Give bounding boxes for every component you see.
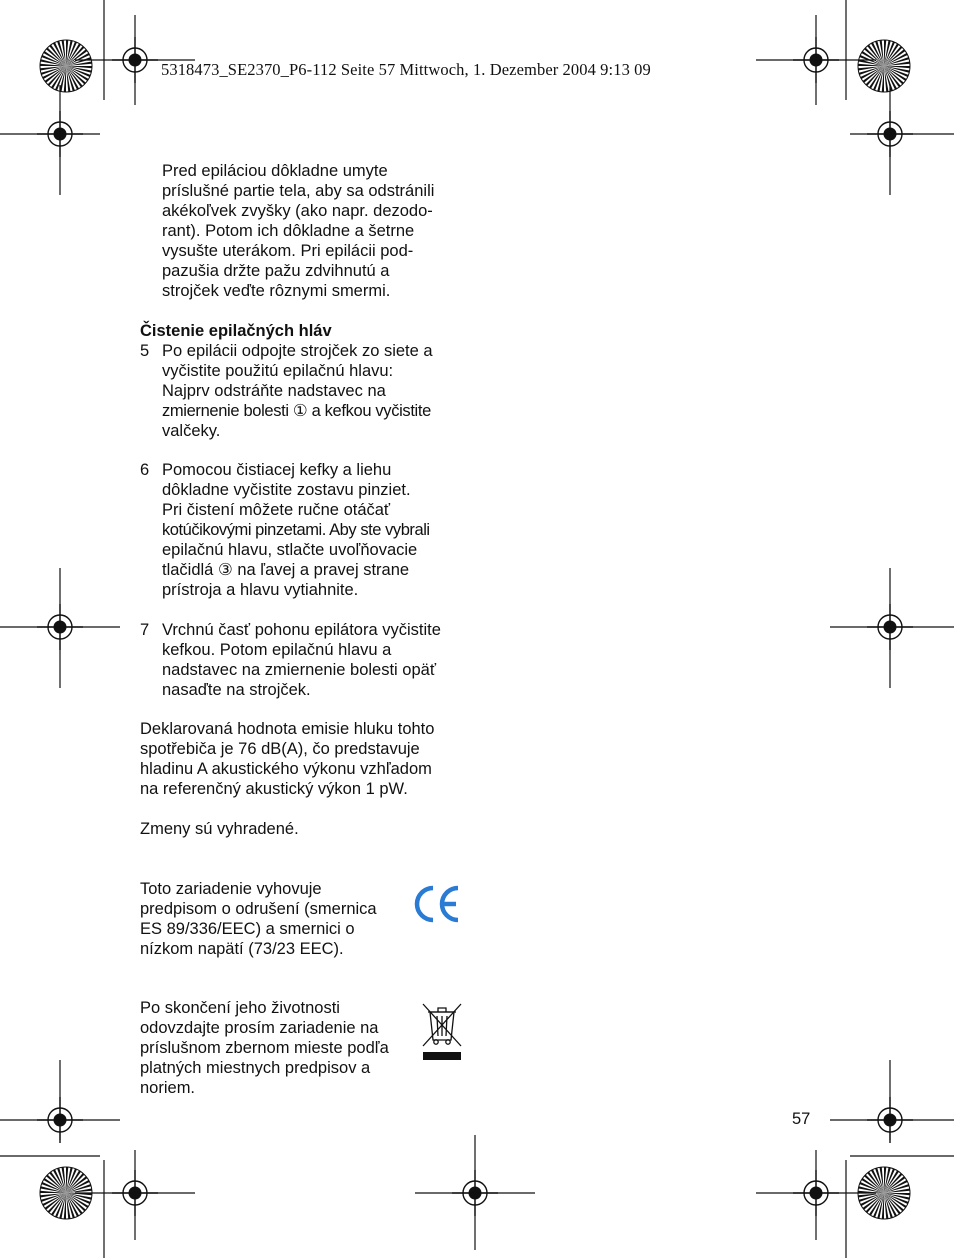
registration-mark-icon <box>867 604 913 650</box>
text-line: rant). Potom ich dôkladne a šetrne <box>162 222 415 240</box>
noise-paragraph <box>140 719 434 799</box>
text-line: odovzdajte prosím zariadenie na <box>140 1019 379 1037</box>
text-line: Vrchnú časť pohonu epilátora vyčistite <box>162 621 441 639</box>
text-line: vyčistite použitú epilačnú hlavu: <box>162 362 394 380</box>
text-line: Pri čistení môžete ručne otáčať <box>162 501 391 519</box>
print-header: 5318473_SE2370_P6-112 Seite 57 Mittwoch, 1. Dezember 2004 9:13 09 <box>161 60 651 79</box>
page-number: 57 <box>792 1110 811 1128</box>
text-line: pazušia držte pažu zdvihnutú a <box>162 262 390 280</box>
registration-mark-icon <box>37 111 83 157</box>
printer-star-target-icon <box>40 40 92 92</box>
text-line: nasaďte na strojček. <box>162 681 311 699</box>
text-line: kefkou. Potom epilačnú hlavu a <box>162 641 392 659</box>
printer-star-target-icon <box>858 1167 910 1219</box>
text-line: Po epilácii odpojte strojček zo siete a <box>162 342 433 360</box>
registration-mark-icon <box>867 1097 913 1143</box>
step-item <box>140 460 480 600</box>
text-line: dôkladne vyčistite zostavu pinziet. <box>162 481 411 499</box>
step-number: 5 <box>140 342 150 360</box>
disposal-notice <box>140 998 389 1098</box>
text-line: vysušte uterákom. Pri epilácii pod- <box>162 242 414 260</box>
text-line: nadstavec na zmiernenie bolesti opäť <box>162 661 437 679</box>
text-line: Pred epiláciou dôkladne umyte <box>162 162 388 180</box>
step-item <box>140 620 480 700</box>
section-heading: Čistenie epilačných hláv <box>140 322 332 340</box>
registration-mark-icon <box>112 37 158 83</box>
text-line: akékoľvek zvyšky (ako napr. dezodo- <box>162 202 433 220</box>
step-number: 6 <box>140 461 150 479</box>
text-line: Pomocou čistiacej kefky a liehu <box>162 461 392 479</box>
step-item <box>140 341 480 441</box>
text-line: epilačnú hlavu, stlačte uvoľňovacie <box>162 541 418 559</box>
text-line: zmiernenie bolesti ① a kefkou vyčistite <box>162 402 431 420</box>
registration-mark-icon <box>867 111 913 157</box>
text-line: tlačidlá ③ na ľavej a pravej strane <box>162 561 410 579</box>
step-number: 7 <box>140 621 150 639</box>
text-line: predpisom o odrušení (smernica <box>140 900 377 918</box>
text-line: Deklarovaná hodnota emisie hluku tohto <box>140 720 435 738</box>
text-line: Toto zariadenie vyhovuje <box>140 880 322 898</box>
registration-mark-icon <box>112 1170 158 1216</box>
text-line: valčeky. <box>162 422 221 440</box>
text-line: strojček veďte rôznymi smermi. <box>162 282 391 300</box>
text-line: Po skončení jeho životnosti <box>140 999 340 1017</box>
registration-mark-icon <box>793 1170 839 1216</box>
registration-mark-icon <box>37 1097 83 1143</box>
text-line: Najprv odstráňte nadstavec na <box>162 382 386 400</box>
printer-star-target-icon <box>858 40 910 92</box>
text-line: prístroja a hlavu vytiahnite. <box>162 581 359 599</box>
crossed-bin-icon <box>418 1000 466 1064</box>
text-line: hladinu A akustického výkonu vzhľadom <box>140 760 432 778</box>
text-line: nízkom napätí (73/23 EEC). <box>140 940 344 958</box>
text-line: platných miestnych predpisov a <box>140 1059 371 1077</box>
changes-note: Zmeny sú vyhradené. <box>140 820 299 838</box>
registration-mark-icon <box>37 604 83 650</box>
registration-mark-icon <box>793 37 839 83</box>
text-line: kotúčikovými pinzetami. Aby ste vybrali <box>162 521 430 539</box>
text-line: ES 89/336/EEC) a smernici o <box>140 920 355 938</box>
text-line: príslušnom zbernom mieste podľa <box>140 1039 389 1057</box>
registration-mark-icon <box>452 1170 498 1216</box>
text-line: na referenčný akustický výkon 1 pW. <box>140 780 408 798</box>
text-line: príslušné partie tela, aby sa odstránili <box>162 182 435 200</box>
ce-notice <box>140 879 377 959</box>
printer-star-target-icon <box>40 1167 92 1219</box>
intro-paragraph <box>162 161 434 301</box>
ce-mark-icon <box>414 884 464 924</box>
text-line: noriem. <box>140 1079 196 1097</box>
text-line: spotřebiča je 76 dB(A), čo predstavuje <box>140 740 420 758</box>
